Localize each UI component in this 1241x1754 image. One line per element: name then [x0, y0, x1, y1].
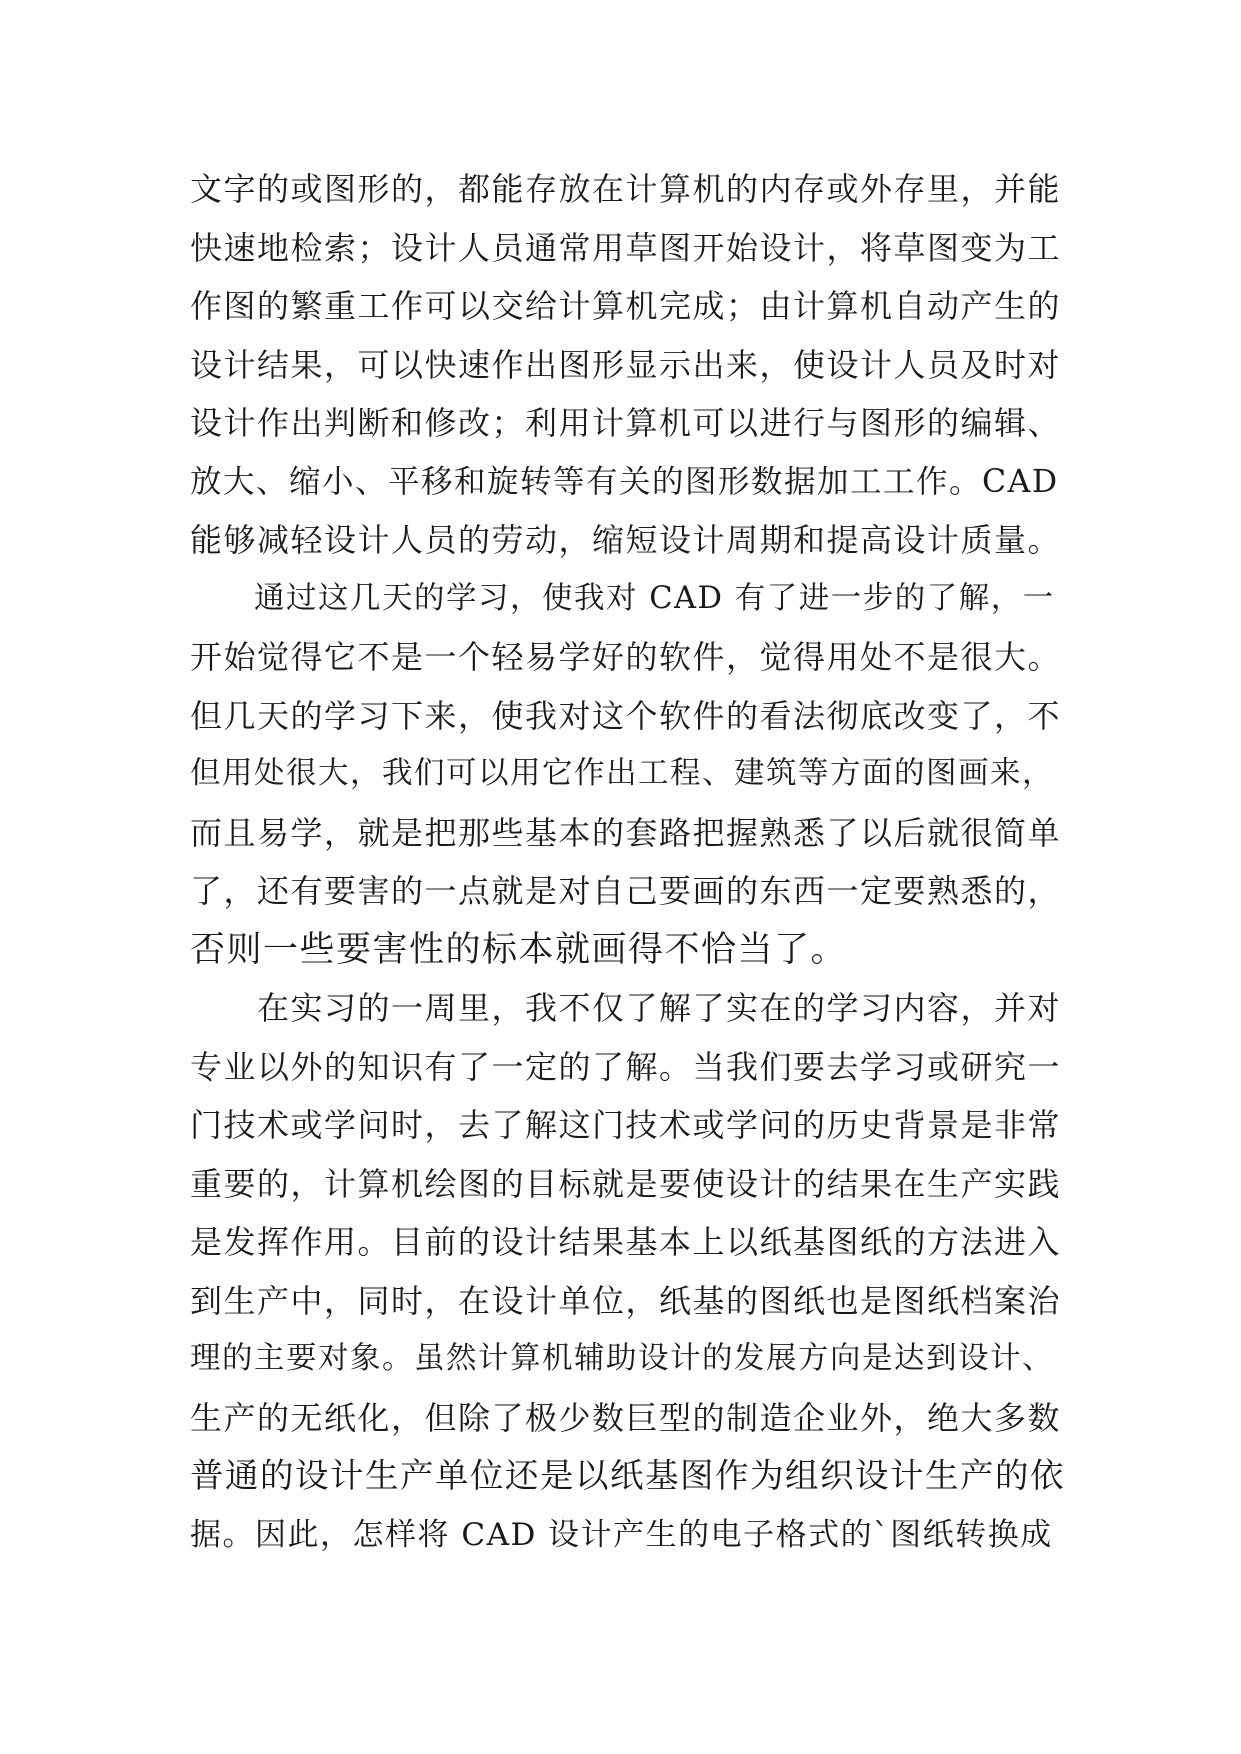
text-line: 门技术或学问时，去了解这门技术或学问的历史背景是非常	[190, 1106, 1062, 1144]
body-text	[190, 160, 1065, 1564]
text-line: 作图的繁重工作可以交给计算机完成；由计算机自动产生的	[190, 287, 1062, 325]
text-line: 理的主要对象。虽然计算机辅助设计的发展方向是达到设计、	[190, 1341, 1054, 1376]
text-line: 通过这几天的学习，使我对 CAD 有了进一步的了解，一	[190, 580, 1055, 616]
text-line: 快速地检索；设计人员通常用草图开始设计，将草图变为工	[190, 228, 1062, 267]
text-line: 生产的无纸化，但除了极少数巨型的制造企业外，绝大多数	[190, 1398, 1062, 1437]
text-line: 了，还有要害的一点就是对自己要画的东西一定要熟悉的，	[190, 872, 1062, 910]
text-line: 但几天的学习下来，使我对这个软件的看法彻底改变了，不	[190, 696, 1062, 735]
text-line: 专业以外的知识有了一定的了解。当我们要去学习或研究一	[190, 1047, 1062, 1086]
text-line: 否则一些要害性的标本就画得不恰当了。	[190, 929, 848, 970]
text-line: 文字的或图形的，都能存放在计算机的内存或外存里，并能	[190, 170, 1062, 208]
text-line: 据。因此，怎样将 CAD 设计产生的电子格式的`图纸转换成	[190, 1516, 1053, 1553]
text-line: 设计结果，可以快速作出图形显示出来，使设计人员及时对	[190, 345, 1062, 384]
text-line: 能够减轻设计人员的劳动，缩短设计周期和提高设计质量。	[190, 521, 1062, 559]
text-line: 设计作出判断和修改；利用计算机可以进行与图形的编辑、	[190, 404, 1062, 442]
text-line: 但用处很大，我们可以用它作出工程、建筑等方面的图画来，	[190, 756, 1054, 791]
text-line: 开始觉得它不是一个轻易学好的软件，觉得用处不是很大。	[190, 638, 1062, 676]
text-line: 重要的，计算机绘图的目标就是要使设计的结果在生产实践	[190, 1164, 1062, 1203]
text-line: 放大、缩小、平移和旋转等有关的图形数据加工工作。CAD	[190, 463, 1059, 500]
text-line: 而且易学，就是把那些基本的套路把握熟悉了以后就很简单	[190, 813, 1062, 852]
text-line: 是发挥作用。目前的设计结果基本上以纸基图纸的方法进入	[190, 1223, 1062, 1261]
text-line: 到生产中，同时，在设计单位，纸基的图纸也是图纸档案治	[190, 1281, 1062, 1320]
text-line: 在实习的一周里，我不仅了解了实在的学习内容，并对	[190, 989, 1062, 1027]
text-line: 普通的设计生产单位还是以纸基图作为组织设计生产的依	[190, 1456, 1065, 1495]
